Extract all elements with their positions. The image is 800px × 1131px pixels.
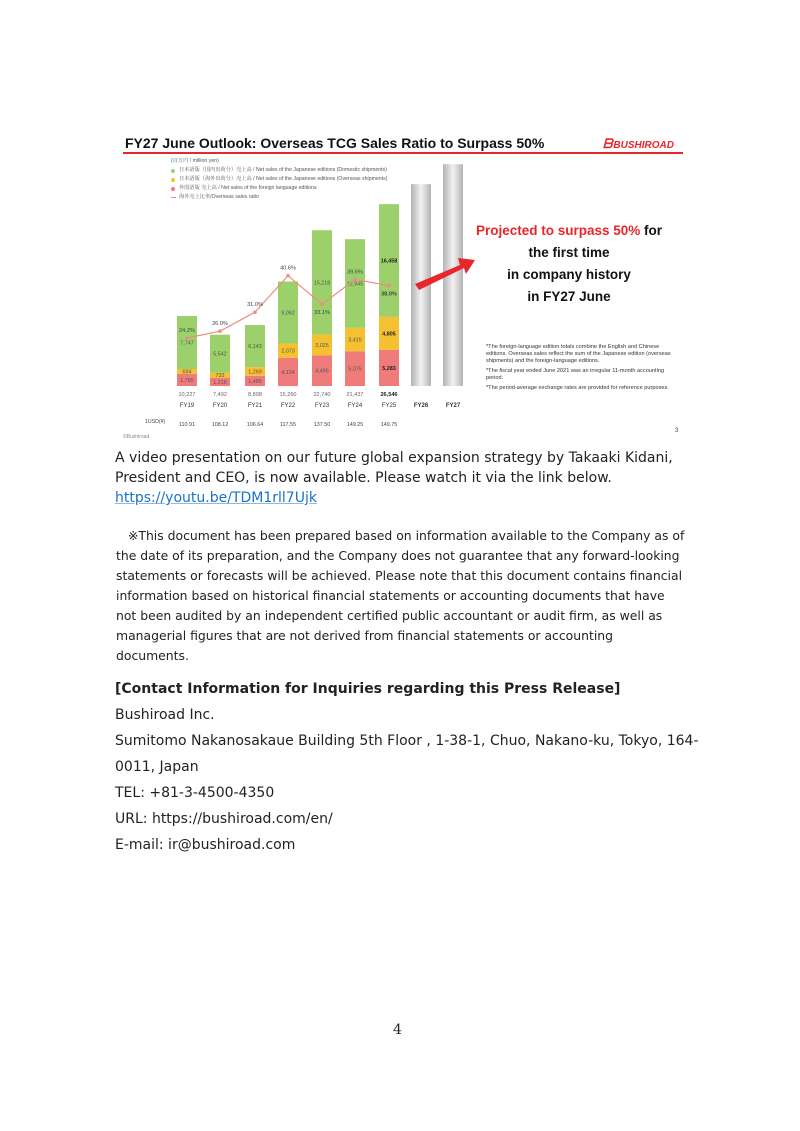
callout-line2: the first time	[528, 245, 610, 260]
data-label: 1,269	[248, 369, 262, 376]
ratio-label: 24.2%	[179, 328, 195, 334]
exchange-rate: 117.55	[279, 422, 297, 428]
contact-heading: [Contact Information for Inquiries regarding this Press Release]	[115, 681, 621, 697]
disclaimer: ※This document has been prepared based on information available to the Company as of the date of its preparation, and the Company does not guarantee that any forward-looking statements or forecasts will be achieved. Please note that this document contains financial information based on historical financial statements or accounting documents that have not been audited by an independent certified public accountant or audit firm, as well as managerial figures that are not derived from financial statements or accounting documents.	[116, 528, 685, 663]
slide-notes	[486, 344, 676, 395]
slide-image	[115, 130, 683, 442]
ratio-point	[185, 336, 189, 340]
data-label: 3,025	[315, 342, 329, 349]
category-label: FY20	[212, 403, 228, 409]
data-label: 5,542	[213, 351, 227, 358]
slide-page-number: 3	[675, 428, 679, 434]
copyright: ©Bushiroad	[123, 434, 150, 440]
exchange-rate: 106.64	[246, 422, 264, 428]
ratio-label: 31.0%	[247, 302, 263, 309]
total-label: 15,260	[279, 392, 297, 398]
data-label: 4,124	[281, 369, 295, 376]
category-label: FY25	[381, 403, 397, 409]
data-label: 6,143	[248, 344, 262, 351]
ratio-point	[320, 302, 324, 306]
video-link[interactable]: https://youtu.be/TDM1rll7Ujk	[115, 490, 317, 506]
legend-label: 日本語版（国内出荷分）売上高 / Net sales of the Japanese editions (Domestic shipments)	[179, 167, 387, 173]
data-label: 1,485	[248, 378, 262, 385]
total-label: 26,546	[380, 392, 398, 398]
total-label: 7,492	[213, 392, 227, 398]
contact-address: Sumitomo Nakanosakaue Building 5th Floor , 1-38-1, Chuo, Nakano-ku, Tokyo, 164-0011, Japan	[115, 733, 699, 775]
exchange-rate: 149.25	[346, 422, 364, 428]
data-label: 694	[182, 369, 192, 376]
data-label: 4,496	[315, 368, 329, 375]
data-label: 733	[215, 373, 225, 380]
callout-text	[458, 220, 680, 308]
contact-url: URL: https://bushiroad.com/en/	[115, 811, 333, 827]
category-label: FY21	[247, 403, 263, 409]
ratio-point	[286, 274, 290, 278]
data-label: 1,218	[213, 379, 227, 386]
data-label: 9,062	[281, 310, 295, 317]
logo-b-icon: ᗷ	[603, 136, 613, 151]
total-label: 22,740	[313, 392, 331, 398]
note: *The period-average exchange rates are provided for reference purposes.	[486, 385, 669, 391]
ratio-label: 33.1%	[314, 310, 330, 317]
total-label: 21,437	[346, 392, 364, 398]
ratio-point	[387, 284, 391, 288]
note: *The fiscal year ended June 2021 was an irregular 11-month accounting period.	[486, 368, 665, 381]
ratio-point	[353, 278, 357, 282]
ratio-label: 40.6%	[280, 265, 296, 272]
data-label: 2,073	[281, 348, 295, 355]
ratio-label: 26.0%	[212, 321, 228, 328]
logo-text: BUSHIROAD	[613, 140, 674, 151]
unit-label: (百万円 / million yen)	[171, 158, 219, 164]
contact-section	[115, 676, 715, 858]
ratio-label: 39.6%	[347, 269, 363, 276]
ratio-label: 38.0%	[381, 291, 397, 298]
exchange-rate: 108.12	[211, 422, 229, 428]
note: *The foreign-language edition totals combine the English and Chinese editions. Overseas sales reflect the sum of the Japanese edition (overseas shipments) and the foreign-language editions.	[486, 344, 671, 364]
data-label: 15,218	[313, 280, 331, 287]
category-label: FY24	[347, 403, 363, 409]
callout-highlight: Projected to surpass 50%	[475, 223, 641, 238]
data-label: 3,415	[348, 337, 362, 344]
legend-label: 日本語版（海外出荷分）売上高 / Net sales of the Japanese editions (Overseas shipments)	[179, 176, 388, 182]
contact-email: E-mail: ir@bushiroad.com	[115, 837, 296, 853]
category-label: FY26	[413, 403, 429, 409]
contact-tel: TEL: +81-3-4500-4350	[115, 785, 275, 801]
exchange-rate: 149.75	[380, 422, 398, 428]
data-label: 5,075	[348, 366, 362, 373]
callout-line3: in company history	[507, 267, 631, 282]
callout-line4: in FY27 June	[527, 289, 611, 304]
data-label: 5,283	[382, 365, 396, 372]
data-label: 12,945	[346, 281, 364, 288]
data-label: 4,805	[382, 331, 396, 338]
category-label: FY27	[445, 403, 461, 409]
exchange-rate: 110.91	[178, 422, 196, 428]
slide-title: FY27 June Outlook: Overseas TCG Sales Ratio to Surpass 50%	[125, 135, 545, 151]
data-label: 1,785	[180, 377, 194, 384]
ratio-point	[218, 329, 222, 333]
exchange-rate: 137.50	[313, 422, 331, 428]
total-label: 8,898	[248, 392, 262, 398]
exchange-label: 1USD(¥)	[145, 419, 166, 425]
video-text: A video presentation on our future global expansion strategy by Takaaki Kidani, President and CEO, is now available. Please watch it via the link below.	[115, 450, 673, 486]
category-label: FY23	[314, 403, 330, 409]
data-label: 16,458	[380, 258, 398, 265]
ratio-point	[253, 310, 257, 314]
category-label: FY19	[179, 403, 195, 409]
category-label: FY22	[280, 403, 296, 409]
video-paragraph	[115, 448, 675, 508]
page-number: 4	[393, 1022, 402, 1038]
callout-suffix: for	[640, 223, 663, 238]
legend-label: 海外売上比率/Overseas sales ratio	[179, 194, 259, 200]
data-label: 7,747	[180, 340, 194, 347]
total-label: 10,227	[178, 392, 196, 398]
contact-company: Bushiroad Inc.	[115, 707, 215, 723]
legend-label: 外国語版 売上高 / Net sales of the foreign language editions	[179, 185, 317, 191]
